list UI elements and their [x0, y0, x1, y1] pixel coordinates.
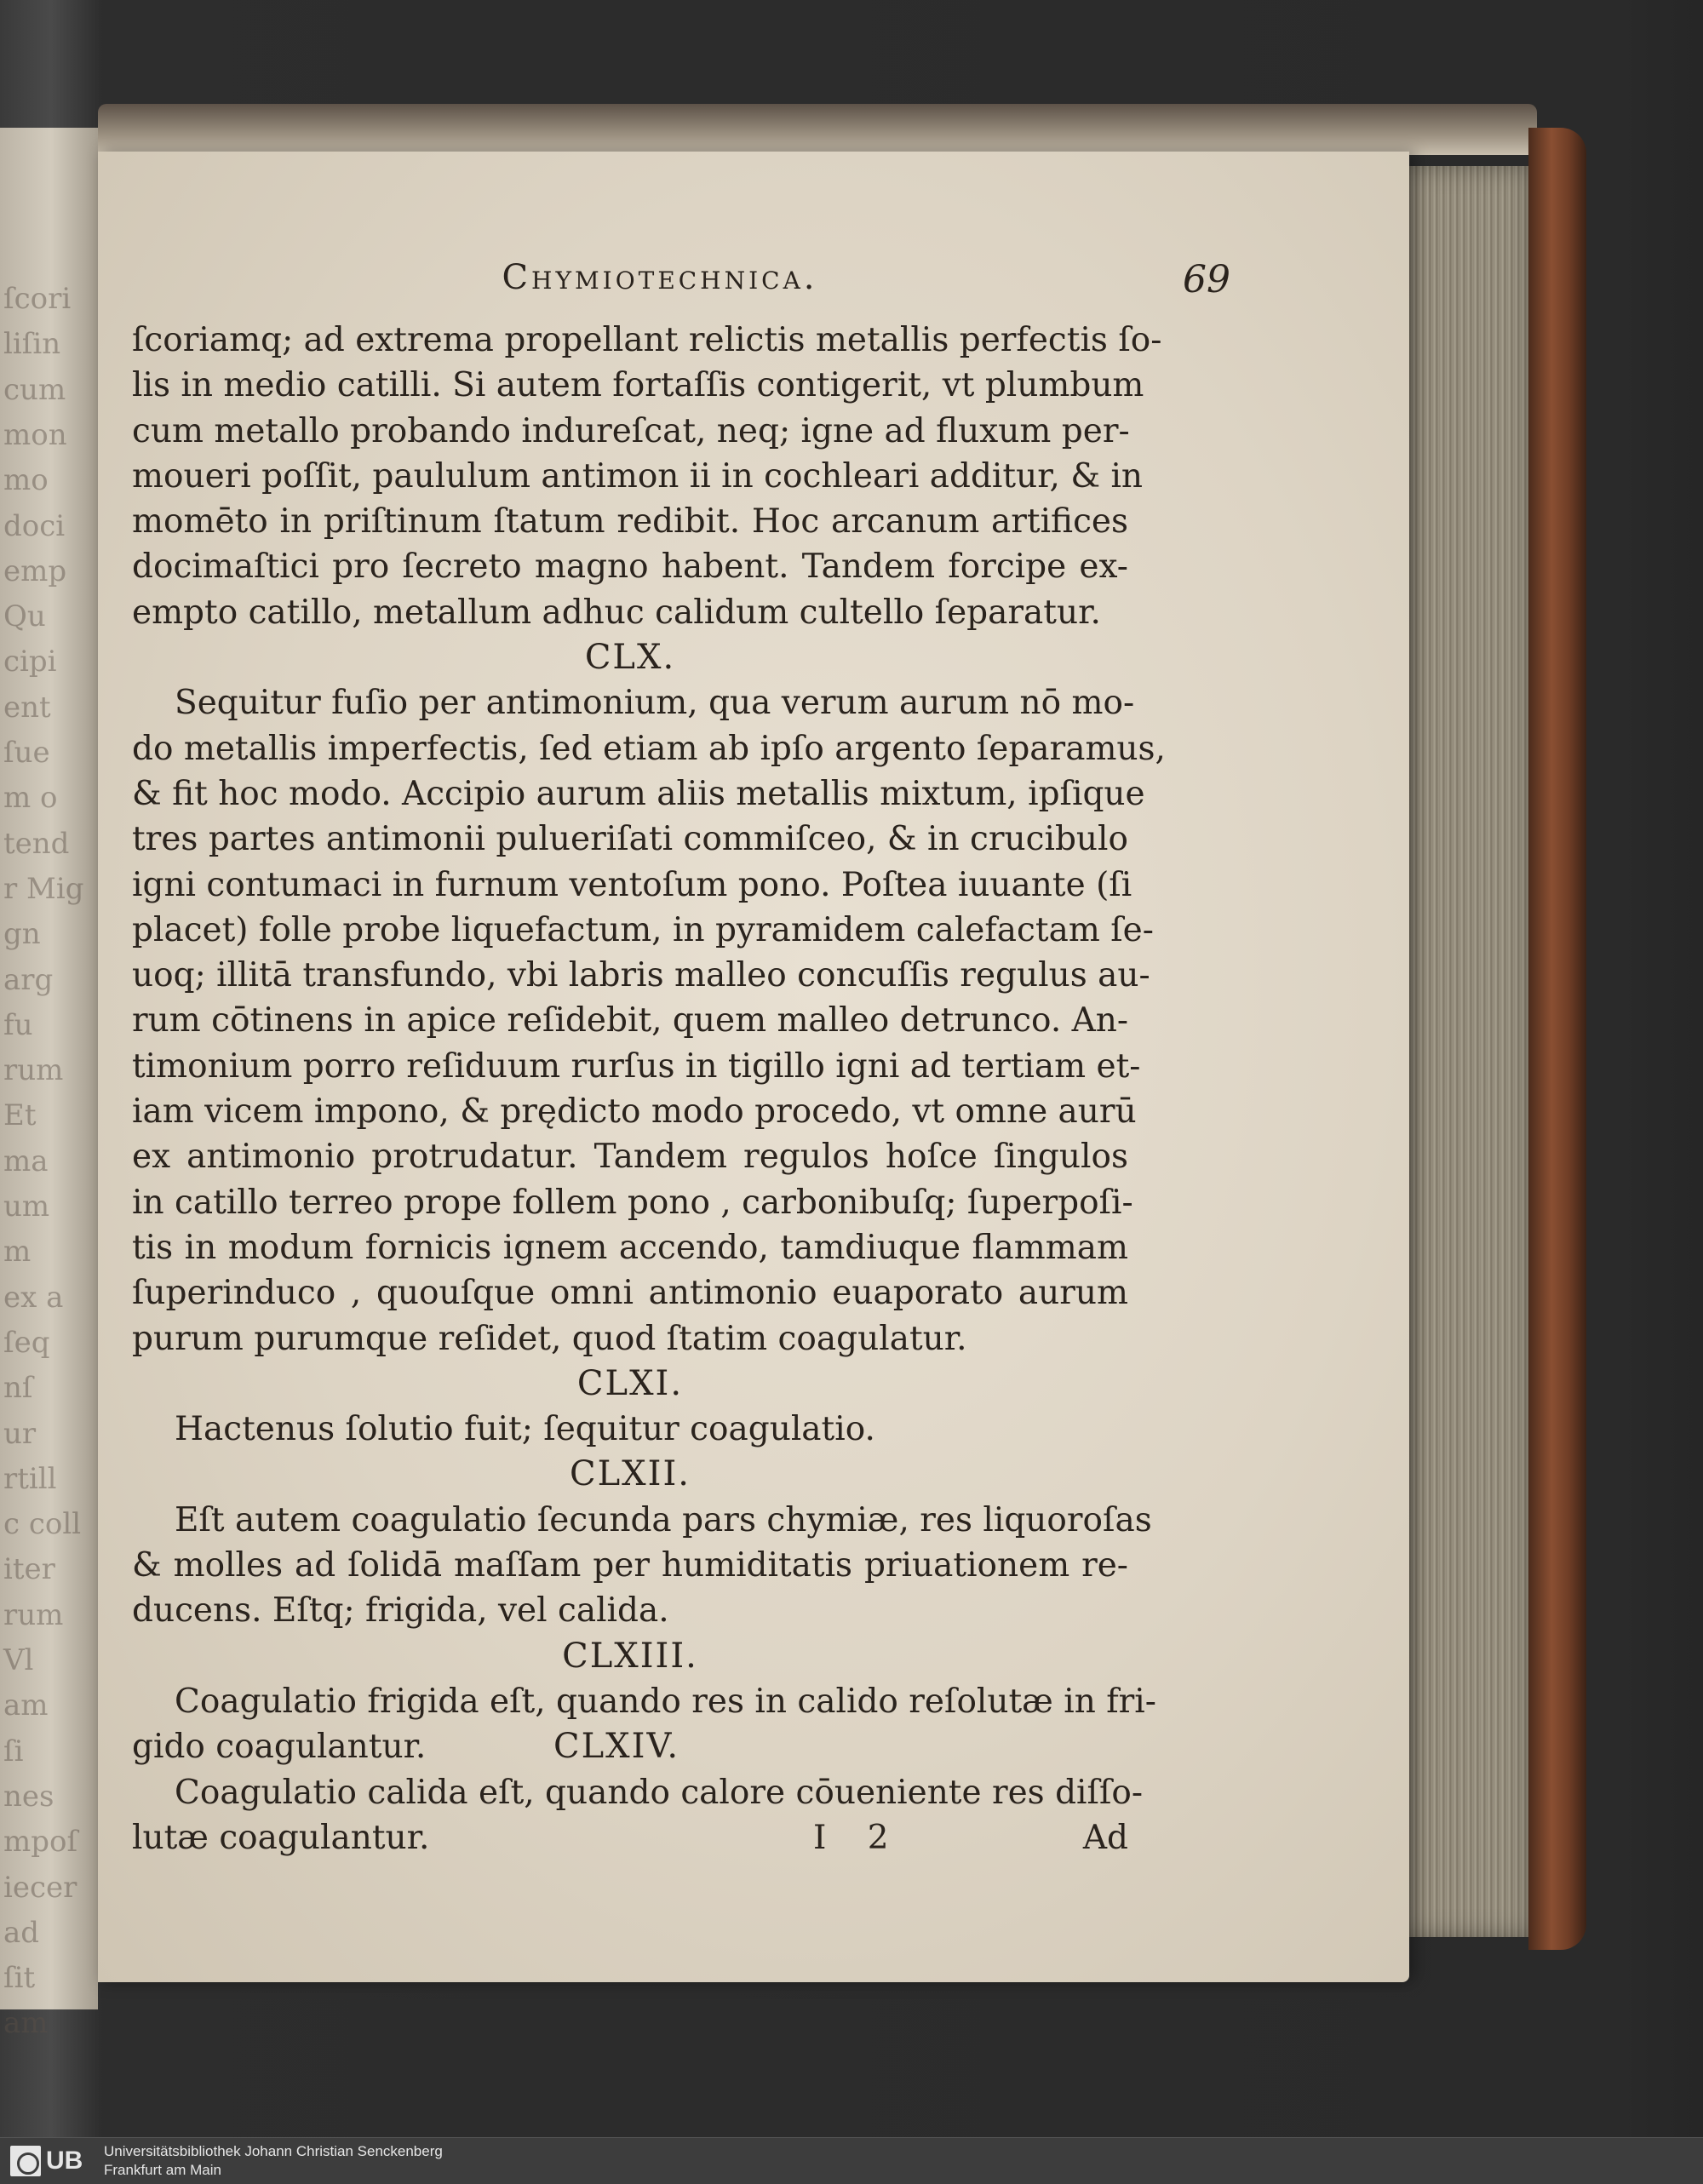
previous-page-text-fragment: ur: [3, 1416, 37, 1451]
text-line: Hactenus ſolutio fuit; ſequitur coagulatio.: [175, 1410, 875, 1449]
previous-page-text-fragment: r Mig: [3, 871, 84, 906]
catchword: Ad: [1082, 1818, 1128, 1857]
text-line: & molles ad ſolidā maſſam per humiditatis priuationem re-: [132, 1546, 1128, 1585]
previous-page-text-fragment: doci: [3, 508, 66, 543]
previous-page-text-fragment: mo: [3, 463, 49, 498]
section-number: CLXII.: [570, 1454, 691, 1494]
text-line: Coagulatio calida eſt, quando calore cōueniente res diſſo-: [175, 1773, 1144, 1812]
text-line: tis in modum fornicis ignem accendo, tamdiuque flammam: [132, 1228, 1128, 1267]
book-page: [98, 152, 1409, 1982]
running-head: Chymiotechnica.: [502, 258, 818, 297]
page-stack-edge: [1405, 166, 1533, 1937]
text-line: rum cōtinens in apice reſidebit, quem malleo detrunco. An-: [132, 1001, 1129, 1040]
leather-cover-edge: [1528, 128, 1586, 1950]
previous-page-text-fragment: rum: [3, 1053, 64, 1088]
text-line: cum metallo probando indureſcat, neq; igne ad fluxum per-: [132, 411, 1130, 450]
institution-footer-bar: [0, 2137, 1703, 2184]
previous-page-text-fragment: ent: [3, 690, 51, 725]
previous-page-text-fragment: cum: [3, 372, 66, 407]
section-number: CLX.: [584, 638, 676, 678]
previous-page-text-fragment: ſi: [3, 1734, 24, 1768]
previous-page-text-fragment: ſue: [3, 736, 50, 770]
previous-page-text-fragment: cipi: [3, 645, 57, 679]
ub-logo-icon: [10, 2146, 41, 2176]
text-line: & fit hoc modo. Accipio aurum aliis metallis mixtum, ipſique: [132, 774, 1145, 813]
text-line: ex antimonio protrudatur. Tandem regulos hoſce ſingulos: [132, 1138, 1128, 1177]
previous-page-text-fragment: c coll: [3, 1507, 82, 1542]
ub-logo: [10, 2145, 95, 2177]
previous-page-text-fragment: am: [3, 2006, 49, 2041]
text-line: moueri poſſit, paululum antimon ii in cochleari additur, & in: [132, 456, 1144, 496]
text-line: do metallis imperfectis, ſed etiam ab ipſo argento ſeparamus,: [132, 729, 1166, 768]
text-line: in catillo terreo prope follem pono , carbonibuſq; ſuperpoſi-: [132, 1183, 1133, 1222]
text-line: uoq; illitā transfundo, vbi labris malleo concuſſis regulus au-: [132, 956, 1150, 995]
text-line: lutæ coagulantur.: [132, 1818, 430, 1857]
section-number: CLXIV.: [553, 1727, 680, 1767]
previous-page-text-fragment: Qu: [3, 599, 46, 634]
section-number: CLXI.: [576, 1363, 684, 1403]
section-number: CLXIII.: [562, 1636, 698, 1676]
previous-page-text-fragment: ma: [3, 1144, 49, 1178]
previous-page-text-fragment: fu: [3, 1007, 33, 1042]
previous-page-text-fragment: ſeq: [3, 1325, 50, 1360]
text-line: igni contumaci in furnum ventoſum pono. Poſtea iuuante (ſi: [132, 865, 1132, 904]
previous-page-text-fragment: iecer: [3, 1870, 77, 1905]
previous-page-text-fragment: rtill: [3, 1461, 57, 1496]
book-top-edge: [98, 104, 1537, 155]
previous-page-text-fragment: gn: [3, 917, 41, 952]
previous-page-text-fragment: mpoſ: [3, 1825, 78, 1860]
previous-page-text-fragment: um: [3, 1189, 50, 1224]
previous-page-text-fragment: Et: [3, 1098, 37, 1133]
text-line: Sequitur fuſio per antimonium, qua verum aurum nō mo-: [175, 684, 1135, 723]
ub-logo-text: UB: [46, 2147, 83, 2175]
previous-page-text-fragment: ſcori: [3, 282, 72, 316]
text-line: empto catillo, metallum adhuc calidum cultello ſeparatur.: [132, 593, 1101, 632]
previous-page-text-fragment: emp: [3, 553, 67, 588]
previous-page-text-fragment: rum: [3, 1597, 64, 1632]
text-line: placet) folle probe liquefactum, in pyramidem calefactam ſe-: [132, 910, 1154, 949]
text-block: [132, 258, 1239, 1860]
previous-page-edge: [0, 128, 98, 2041]
text-line: ſuperinduco , quouſque omni antimonio euaporato aurum: [132, 1274, 1128, 1313]
text-line: purum purumque reſidet, quod ſtatim coagulatur.: [132, 1319, 967, 1358]
text-line-with-section: [132, 1724, 1128, 1769]
text-line: iam vicem impono, & prędicto modo procedo, vt omne aurū: [132, 1092, 1137, 1132]
institution-line-2: Frankfurt am Main: [104, 2162, 221, 2178]
previous-page-text-fragment: Vl: [3, 1643, 34, 1677]
text-line: momēto in priſtinum ſtatum redibit. Hoc arcanum artifices: [132, 502, 1128, 542]
text-line: Coagulatio frigida eſt, quando res in calido reſolutæ in fri-: [175, 1682, 1156, 1721]
text-line: Eſt autem coagulatio ſecunda pars chymiæ, res liquoroſas: [175, 1500, 1152, 1539]
previous-page-text-fragment: ex a: [3, 1280, 64, 1315]
page-number: 69: [1183, 258, 1230, 301]
previous-page-text-fragment: arg: [3, 962, 54, 997]
institution-line-1: Universitätsbibliothek Johann Christian Senckenberg: [104, 2143, 443, 2159]
text-line: ducens. Eſtq; frigida, vel calida.: [132, 1591, 669, 1631]
text-lines: [132, 318, 1239, 1724]
signature-mark: I 2: [813, 1818, 904, 1857]
text-line: timonium porro reſiduum rurſus in tigillo igni ad tertiam et-: [132, 1046, 1141, 1086]
text-line: ſcoriamq; ad extrema propellant relictis metallis perfectis ſo-: [132, 321, 1162, 359]
text-line: lis in medio catilli. Si autem fortaſſis contigerit, vt plumbum: [132, 366, 1144, 405]
previous-page-text-fragment: m o: [3, 781, 58, 816]
text-line: docimaſtici pro ſecreto magno habent. Tandem forcipe ex-: [132, 547, 1128, 587]
previous-page-text-fragment: nes: [3, 1779, 54, 1814]
page-header: [132, 258, 1239, 311]
previous-page-text-fragment: nſ: [3, 1371, 33, 1406]
previous-page-text-fragment: ad: [3, 1915, 40, 1950]
previous-page-text-fragment: tend: [3, 826, 70, 861]
text-line: tres partes antimonii pulueriſati commiſceo, & in crucibulo: [132, 820, 1128, 859]
text-line: gido coagulantur.: [132, 1728, 427, 1767]
previous-page-text-fragment: ſit: [3, 1961, 36, 1996]
previous-page-text-fragment: am: [3, 1688, 49, 1723]
previous-page-text-fragment: mon: [3, 417, 67, 452]
previous-page-text-fragment: liſin: [3, 327, 61, 362]
previous-page-text-fragment: iter: [3, 1552, 55, 1587]
page-footer: [132, 1815, 1128, 1860]
institution-name: [104, 2142, 443, 2180]
previous-page-text-fragment: m: [3, 1235, 32, 1270]
